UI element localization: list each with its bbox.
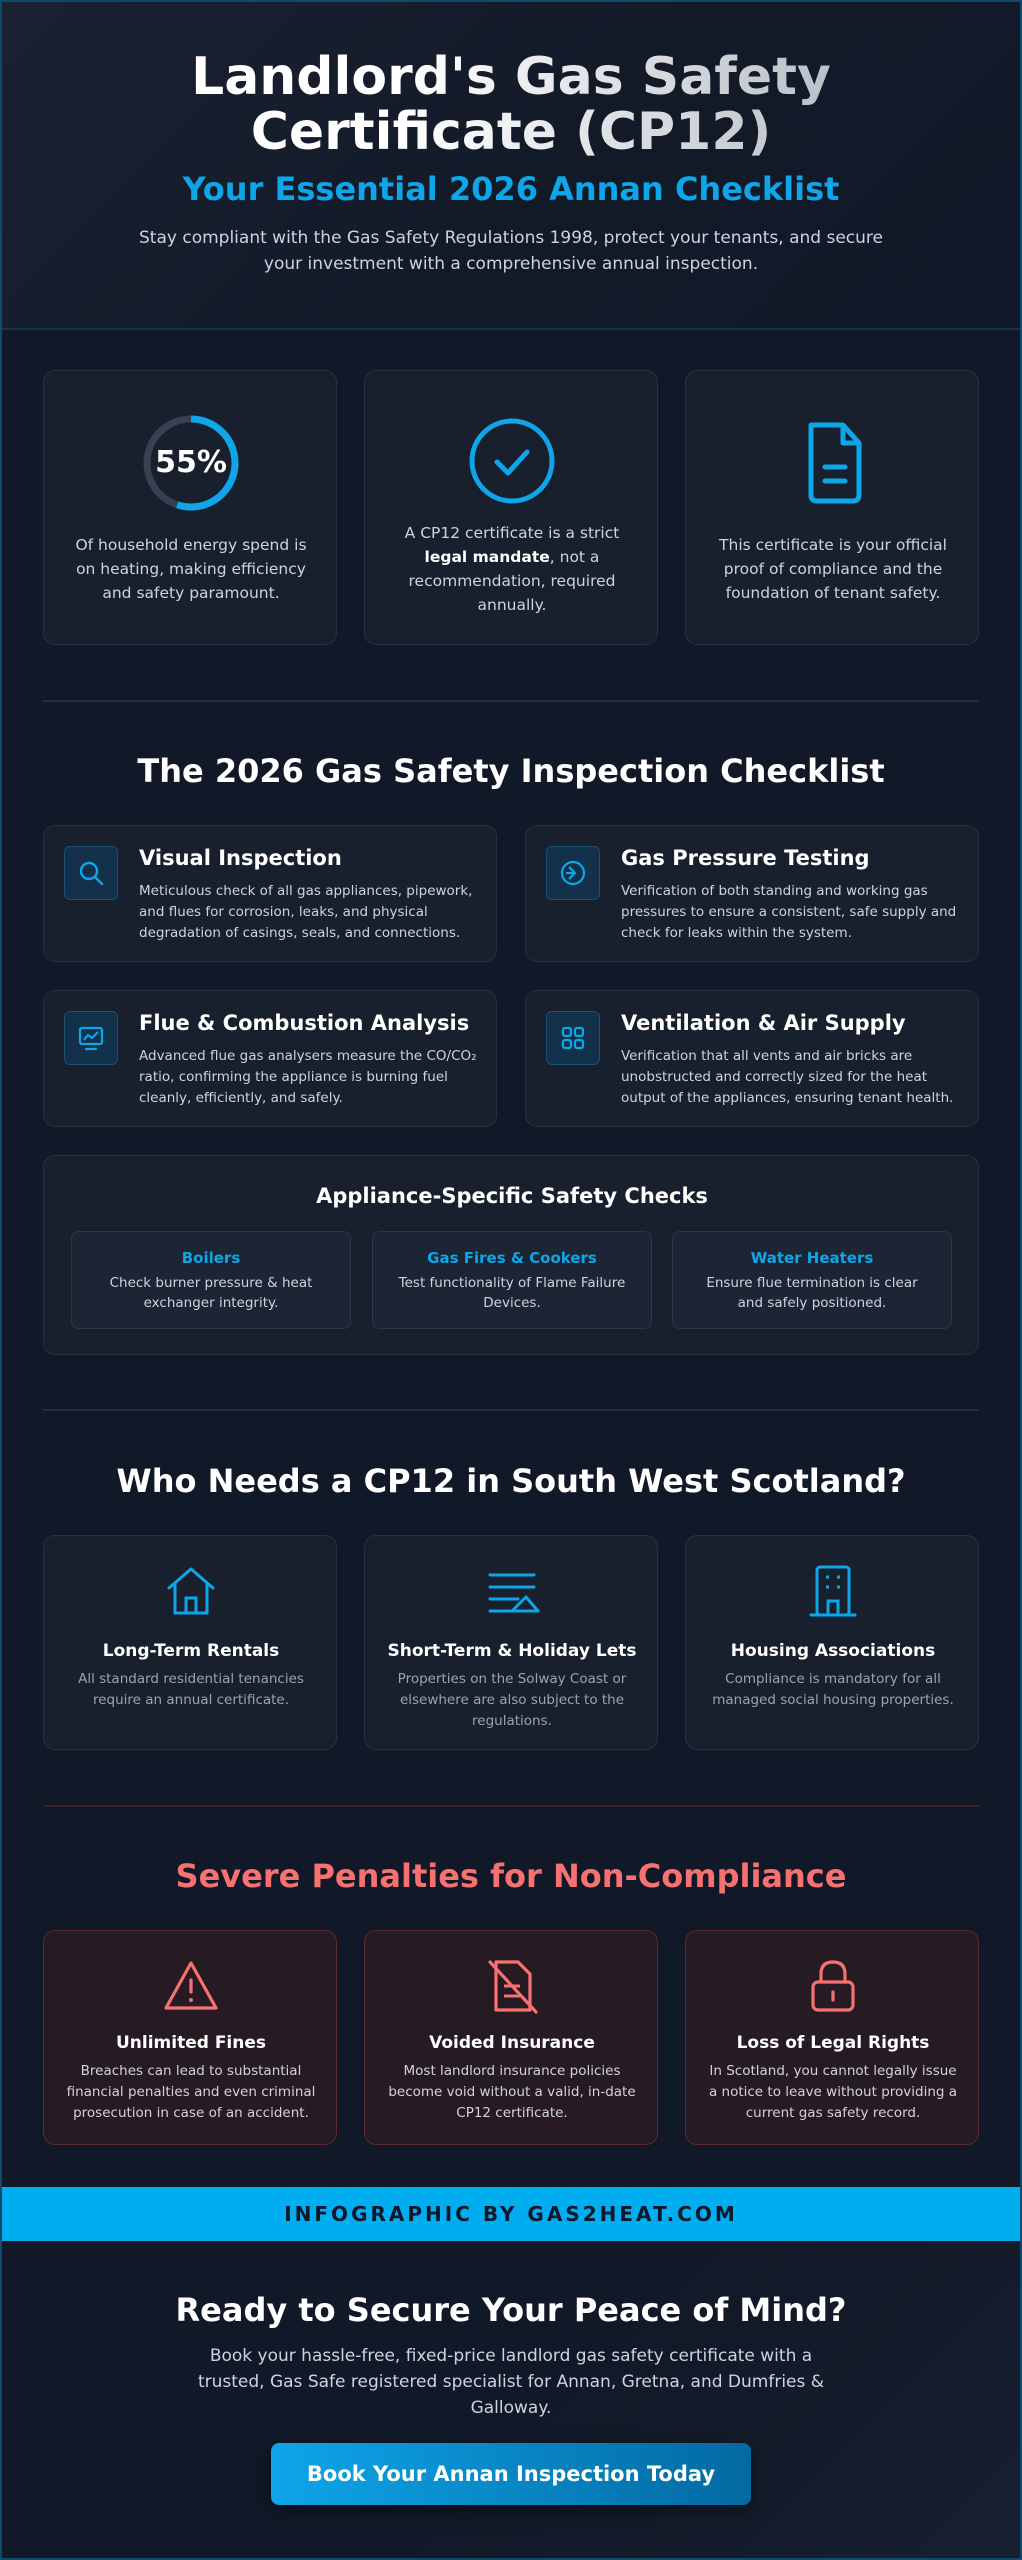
penalties-title: Severe Penalties for Non-Compliance <box>175 1857 847 1895</box>
who-card-housing-associations <box>685 1535 979 1750</box>
building-icon <box>803 1561 863 1621</box>
checklist-item-visual <box>43 825 497 962</box>
intro-text: Stay compliant with the Gas Safety Regulations 1998, protect your tenants, and secure your investment with a comprehensive annual inspection. <box>139 228 883 274</box>
analysis-chart-icon <box>64 1011 118 1065</box>
penalty-card-text: Most landlord insurance policies become void without a valid, in-date CP12 certificate. <box>388 2063 636 2121</box>
stat-text-part: , not a recommendation, required annually. <box>408 548 616 614</box>
stat-text-legal <box>390 521 634 617</box>
section-divider <box>43 1805 979 1807</box>
section-divider <box>43 1409 979 1411</box>
book-inspection-button[interactable]: Book Your Annan Inspection Today <box>271 2443 751 2505</box>
appliance-card-water-heaters <box>672 1231 952 1329</box>
stat-text: This certificate is your official proof of compliance and the foundation of tenant safety. <box>719 536 947 602</box>
stat-card-legal <box>364 370 658 645</box>
page-subtitle: Your Essential 2026 Annan Checklist <box>182 170 840 208</box>
penalty-card-text: Breaches can lead to substantial financial penalties and even criminal prosecution in case of an accident. <box>66 2063 316 2121</box>
void-document-icon <box>482 1956 542 2016</box>
cta-title: Ready to Secure Your Peace of Mind? <box>175 2291 847 2329</box>
checklist-item-pressure <box>525 825 979 962</box>
who-card-holiday-lets <box>364 1535 658 1750</box>
appliance-card-title: Boilers <box>181 1249 241 1267</box>
grid-icon <box>546 1011 600 1065</box>
penalty-card-title: Voided Insurance <box>429 2033 595 2053</box>
appliance-card-text: Ensure flue termination is clear and safely positioned. <box>706 1275 918 1311</box>
cta-section <box>0 2241 1022 2560</box>
penalty-card-title: Unlimited Fines <box>115 2033 267 2053</box>
penalty-card-fines <box>43 1930 337 2145</box>
appliance-card-text: Test functionality of Flame Failure Devices. <box>398 1275 626 1311</box>
checklist-item-flue <box>43 990 497 1127</box>
checklist-item-text: Advanced flue gas analysers measure the CO/CO₂ ratio, confirming the appliance is burning fuel cleanly, efficiently, and safely. <box>139 1048 477 1106</box>
who-card-title: Housing Associations <box>730 1641 936 1661</box>
lock-icon <box>803 1956 863 2016</box>
document-icon <box>785 415 881 511</box>
check-circle-icon <box>464 415 560 511</box>
penalty-card-legal-rights <box>685 1930 979 2145</box>
appliance-checks-title: Appliance-Specific Safety Checks <box>316 1184 708 1208</box>
search-icon <box>64 846 118 900</box>
checklist-item-title: Ventilation & Air Supply <box>621 1011 906 1035</box>
appliance-checks-panel <box>43 1155 979 1355</box>
stat-value: 55% <box>155 445 227 480</box>
coast-icon <box>482 1561 542 1621</box>
checklist-item-ventilation <box>525 990 979 1127</box>
appliance-card-boilers <box>71 1231 351 1329</box>
checklist-item-title: Gas Pressure Testing <box>621 846 870 870</box>
gauge-icon <box>546 846 600 900</box>
checklist-item-text: Verification of both standing and working gas pressures to ensure a consistent, safe supply and check for leaks within the system. <box>621 883 957 941</box>
stat-text: Of household energy spend is on heating, making efficiency and safety paramount. <box>75 536 307 602</box>
house-icon <box>161 1561 221 1621</box>
appliance-card-fires-cookers <box>372 1231 652 1329</box>
checklist-item-text: Meticulous check of all gas appliances, pipework, and flues for corrosion, leaks, and physical degradation of casings, seals, and connections. <box>139 883 473 941</box>
infographic-credit-banner: INFOGRAPHIC BY GAS2HEAT.COM <box>0 2187 1022 2241</box>
warning-icon <box>161 1956 221 2016</box>
hero-header <box>0 0 1022 330</box>
page-title: Landlord's Gas Safety Certificate (CP12) <box>0 50 1022 160</box>
appliance-card-text: Check burner pressure & heat exchanger integrity. <box>109 1275 313 1311</box>
who-card-text: Properties on the Solway Coast or elsewhere are also subject to the regulations. <box>397 1671 627 1729</box>
stat-card-energy <box>43 370 337 645</box>
appliance-card-title: Water Heaters <box>750 1249 874 1267</box>
stat-text-part: A CP12 certificate is a strict <box>404 524 620 542</box>
stat-text-bold: legal mandate <box>424 548 550 566</box>
who-card-title: Short-Term & Holiday Lets <box>387 1641 637 1661</box>
checklist-title: The 2026 Gas Safety Inspection Checklist <box>137 752 885 790</box>
cta-text: Book your hassle-free, fixed-price landlord gas safety certificate with a trusted, Gas Safe registered specialist for Annan, Gretna, and Dumfries & Galloway. <box>197 2346 825 2418</box>
who-card-long-term <box>43 1535 337 1750</box>
appliance-card-title: Gas Fires & Cookers <box>427 1249 597 1267</box>
checklist-item-title: Visual Inspection <box>139 846 342 870</box>
section-divider <box>43 700 979 702</box>
who-card-text: All standard residential tenancies require an annual certificate. <box>78 1671 304 1708</box>
penalty-card-title: Loss of Legal Rights <box>736 2033 930 2053</box>
donut-chart <box>143 415 239 511</box>
checklist-item-title: Flue & Combustion Analysis <box>139 1011 470 1035</box>
stat-card-proof <box>685 370 979 645</box>
who-card-text: Compliance is mandatory for all managed social housing properties. <box>712 1671 954 1708</box>
checklist-item-text: Verification that all vents and air bricks are unobstructed and correctly sized for the heat output of the appliances, ensuring tenant health. <box>621 1048 954 1106</box>
who-card-title: Long-Term Rentals <box>102 1641 280 1661</box>
penalty-card-insurance <box>364 1930 658 2145</box>
penalty-card-text: In Scotland, you cannot legally issue a notice to leave without providing a current gas safety record. <box>708 2063 958 2121</box>
who-title: Who Needs a CP12 in South West Scotland? <box>116 1462 906 1500</box>
